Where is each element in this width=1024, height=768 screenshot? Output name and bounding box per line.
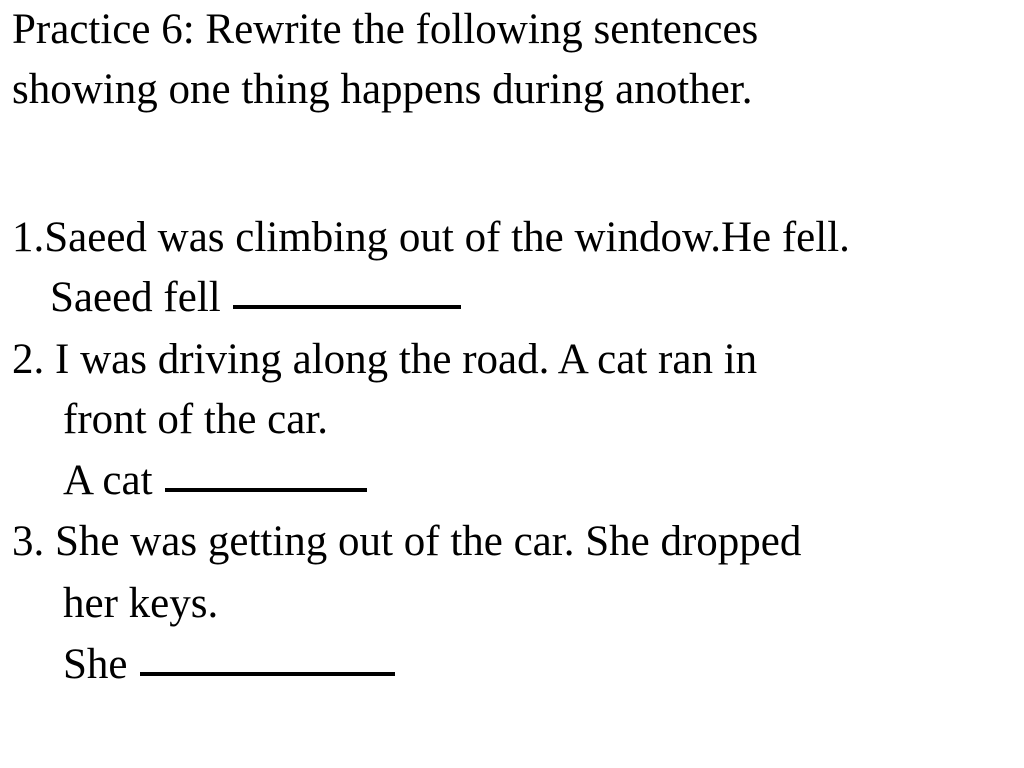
- practice-title-line-2: showing one thing happens during another.: [12, 66, 753, 113]
- exercise-3-sentence-line-1: 3. She was getting out of the car. She dropped: [12, 518, 802, 565]
- exercise-2-answer-prompt: A cat: [63, 457, 153, 504]
- exercise-2-sentence-line-2: front of the car.: [63, 396, 329, 443]
- exercise-2-sentence-line-1: 2. I was driving along the road. A cat ran in: [12, 336, 758, 383]
- exercise-3-answer-prompt: She: [63, 641, 128, 688]
- practice-title-line-1: Practice 6: Rewrite the following sentences: [12, 6, 759, 53]
- exercise-2-answer-line: [63, 459, 367, 502]
- exercise-1-sentence: 1.Saeed was climbing out of the window.He fell.: [12, 214, 850, 261]
- exercise-3-answer-line: [63, 643, 395, 686]
- exercise-3-sentence-line-2: her keys.: [63, 580, 219, 627]
- exercise-3-answer-blank[interactable]: [140, 672, 395, 676]
- exercise-1-answer-blank[interactable]: [233, 305, 461, 309]
- exercise-1-answer-line: [50, 276, 461, 319]
- exercise-2-answer-blank[interactable]: [165, 488, 367, 492]
- exercise-1-answer-prompt: Saeed fell: [50, 274, 221, 321]
